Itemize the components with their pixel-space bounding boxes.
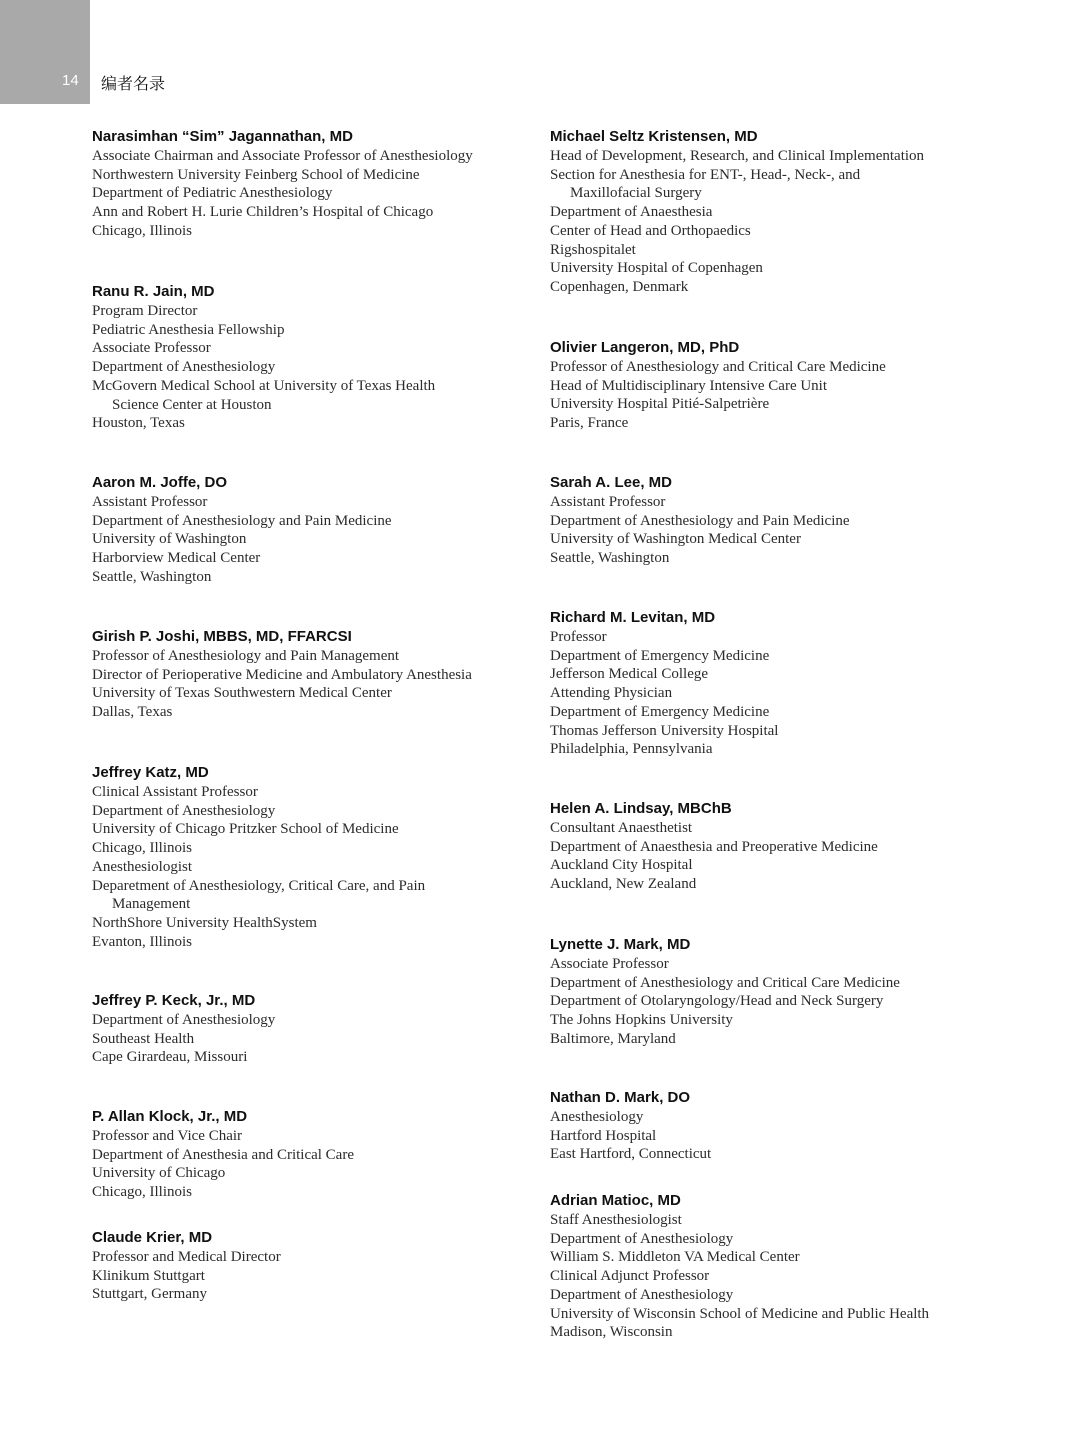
affiliation-line: Houston, Texas xyxy=(92,415,185,432)
contributor-name: Narasimhan “Sim” Jagannathan, MD xyxy=(92,128,353,145)
contributor-name: Ranu R. Jain, MD xyxy=(92,283,215,300)
contributor-entry xyxy=(92,1228,532,1304)
contributor-name: Jeffrey P. Keck, Jr., MD xyxy=(92,992,256,1009)
affiliation-line: Center of Head and Orthopaedics xyxy=(550,222,751,239)
contributor-name: Helen A. Lindsay, MBChB xyxy=(550,800,732,817)
contributor-entry xyxy=(550,338,990,433)
affiliation-line: University of Chicago Pritzker School of Medicine xyxy=(92,821,399,838)
affiliation-line: Section for Anesthesia for ENT-, Head-, Neck-, and xyxy=(550,166,861,183)
affiliation-line: Director of Perioperative Medicine and Ambulatory Anesthesia xyxy=(92,666,472,683)
affiliation-line: Jefferson Medical College xyxy=(550,666,709,683)
affiliation-line: Department of Anaesthesia xyxy=(550,204,713,221)
affiliation-line: Northwestern University Feinberg School of Medicine xyxy=(92,166,420,183)
contributor-entry xyxy=(550,1191,990,1342)
affiliation-line: Department of Emergency Medicine xyxy=(550,647,770,664)
page-number: 14 xyxy=(62,72,79,89)
affiliation-line: University Hospital Pitié-Salpetrière xyxy=(550,396,770,413)
affiliation-line: Professor of Anesthesiology and Critical Care Medicine xyxy=(550,359,886,375)
affiliation-line: Professor of Anesthesiology and Pain Management xyxy=(92,648,400,664)
contributor-name: P. Allan Klock, Jr., MD xyxy=(92,1108,248,1125)
affiliation-line: Department of Emergency Medicine xyxy=(550,703,770,720)
contributor-entry xyxy=(550,1088,990,1164)
affiliation-line: Associate Professor xyxy=(92,340,211,357)
contributor-entry xyxy=(550,608,990,759)
affiliation-line: Associate Professor xyxy=(550,956,669,972)
contributor-entry xyxy=(92,282,532,433)
affiliation-line: Evanton, Illinois xyxy=(92,933,192,950)
affiliation-line: Chicago, Illinois xyxy=(92,222,192,239)
affiliation-line: Department of Pediatric Anesthesiology xyxy=(92,185,333,202)
contributor-name: Michael Seltz Kristensen, MD xyxy=(550,128,758,145)
affiliation-line: Consultant Anaesthetist xyxy=(550,820,693,836)
contributor-entry xyxy=(92,1107,532,1202)
affiliation-line: Auckland, New Zealand xyxy=(550,876,697,893)
affiliation-line: Seattle, Washington xyxy=(92,568,212,585)
affiliation-line: University Hospital of Copenhagen xyxy=(550,260,763,277)
affiliation-line: Department of Anesthesia and Critical Care xyxy=(92,1146,354,1163)
affiliation-line: Department of Otolaryngology/Head and Neck Surgery xyxy=(550,993,884,1010)
affiliation-line: The Johns Hopkins University xyxy=(550,1012,733,1029)
contributor-name: Sarah A. Lee, MD xyxy=(550,474,672,491)
affiliation-line: Copenhagen, Denmark xyxy=(550,278,689,295)
affiliation-line: University of Texas Southwestern Medical Center xyxy=(92,685,392,702)
affiliation-line: Department of Anesthesiology and Pain Medicine xyxy=(92,512,392,529)
contributor-name: Girish P. Joshi, MBBS, MD, FFARCSI xyxy=(92,628,352,645)
affiliation-line: Philadelphia, Pennsylvania xyxy=(550,741,713,758)
contributor-entry xyxy=(92,127,532,241)
affiliation-line: William S. Middleton VA Medical Center xyxy=(550,1249,800,1266)
contributor-name: Olivier Langeron, MD, PhD xyxy=(550,339,740,356)
affiliation-line: Thomas Jefferson University Hospital xyxy=(550,722,779,739)
affiliation-line: Cape Girardeau, Missouri xyxy=(92,1049,248,1066)
affiliation-line: Ann and Robert H. Lurie Children’s Hospital of Chicago xyxy=(92,204,434,221)
affiliation-line: Chicago, Illinois xyxy=(92,840,192,857)
affiliation-line: East Hartford, Connecticut xyxy=(550,1146,712,1163)
affiliation-line: Deparetment of Anesthesiology, Critical Care, and Pain xyxy=(92,877,426,894)
affiliation-line: Paris, France xyxy=(550,415,629,432)
affiliation-line: Department of Anesthesiology xyxy=(92,802,276,819)
affiliation-line: Department of Anesthesiology and Pain Medicine xyxy=(550,512,850,529)
affiliation-line: Madison, Wisconsin xyxy=(550,1324,673,1341)
affiliation-line: Professor xyxy=(550,629,607,645)
affiliation-line: Clinical Adjunct Professor xyxy=(550,1268,710,1285)
affiliation-line: Head of Multidisciplinary Intensive Care Unit xyxy=(550,377,828,394)
affiliation-line: Department of Anesthesiology xyxy=(550,1286,734,1303)
affiliation-line: Department of Anesthesiology and Critical Care Medicine xyxy=(550,974,900,991)
contributor-name: Nathan D. Mark, DO xyxy=(550,1089,691,1106)
affiliation-line: Staff Anesthesiologist xyxy=(550,1212,682,1228)
contributor-entry xyxy=(550,473,990,568)
affiliation-line: Rigshospitalet xyxy=(550,241,636,258)
affiliation-line: Program Director xyxy=(92,303,198,319)
contributor-entry xyxy=(92,627,532,722)
affiliation-line: Professor and Medical Director xyxy=(92,1249,281,1265)
affiliation-line: Seattle, Washington xyxy=(550,550,670,567)
affiliation-line: Chicago, Illinois xyxy=(92,1184,192,1201)
affiliation-line: University of Washington Medical Center xyxy=(550,531,801,548)
affiliation-line: Management xyxy=(112,896,191,913)
contributor-entry xyxy=(92,763,532,951)
contributor-name: Claude Krier, MD xyxy=(92,1229,213,1246)
affiliation-line: Anesthesiologist xyxy=(92,858,192,875)
affiliation-line: Pediatric Anesthesia Fellowship xyxy=(92,321,285,338)
affiliation-line: Baltimore, Maryland xyxy=(550,1030,676,1047)
affiliation-line: Head of Development, Research, and Clinical Implementation xyxy=(550,148,925,164)
affiliation-line: NorthShore University HealthSystem xyxy=(92,914,317,931)
affiliation-line: Auckland City Hospital xyxy=(550,857,693,874)
affiliation-line: Professor and Vice Chair xyxy=(92,1128,243,1144)
affiliation-line: Associate Chairman and Associate Professor of Anesthesiology xyxy=(92,148,473,164)
contributor-name: Lynette J. Mark, MD xyxy=(550,936,691,953)
affiliation-line: Stuttgart, Germany xyxy=(92,1286,207,1303)
affiliation-line: University of Chicago xyxy=(92,1165,226,1182)
affiliation-line: Harborview Medical Center xyxy=(92,550,261,567)
contributor-entry xyxy=(92,473,532,587)
affiliation-line: Department of Anesthesiology xyxy=(92,1012,276,1028)
affiliation-line: Assistant Professor xyxy=(550,494,666,510)
affiliation-line: Klinikum Stuttgart xyxy=(92,1267,205,1284)
affiliation-line: University of Washington xyxy=(92,531,247,548)
affiliation-line: Department of Anesthesiology xyxy=(92,359,276,376)
affiliation-line: McGovern Medical School at University of Texas Health xyxy=(92,377,436,394)
affiliation-line: Science Center at Houston xyxy=(112,396,272,413)
affiliation-line: Attending Physician xyxy=(550,685,673,702)
affiliation-line: Dallas, Texas xyxy=(92,704,173,721)
affiliation-line: Department of Anaesthesia and Preoperative Medicine xyxy=(550,838,878,855)
affiliation-line: Clinical Assistant Professor xyxy=(92,784,258,800)
contributor-name: Aaron M. Joffe, DO xyxy=(92,474,228,491)
contributor-name: Adrian Matioc, MD xyxy=(550,1192,681,1209)
affiliation-line: Hartford Hospital xyxy=(550,1127,657,1144)
affiliation-line: University of Wisconsin School of Medicine and Public Health xyxy=(550,1305,930,1322)
contributor-entry xyxy=(550,127,990,297)
affiliation-line: Southeast Health xyxy=(92,1030,195,1047)
contributor-entry xyxy=(92,991,532,1067)
affiliation-line: Maxillofacial Surgery xyxy=(570,185,702,202)
section-title: 编者名录 xyxy=(101,74,166,93)
affiliation-line: Department of Anesthesiology xyxy=(550,1230,734,1247)
affiliation-line: Anesthesiology xyxy=(550,1109,644,1125)
contributor-name: Jeffrey Katz, MD xyxy=(92,764,209,781)
contributor-entry xyxy=(550,799,990,894)
contributor-entry xyxy=(550,935,990,1049)
contributor-name: Richard M. Levitan, MD xyxy=(550,609,716,626)
affiliation-line: Assistant Professor xyxy=(92,494,208,510)
